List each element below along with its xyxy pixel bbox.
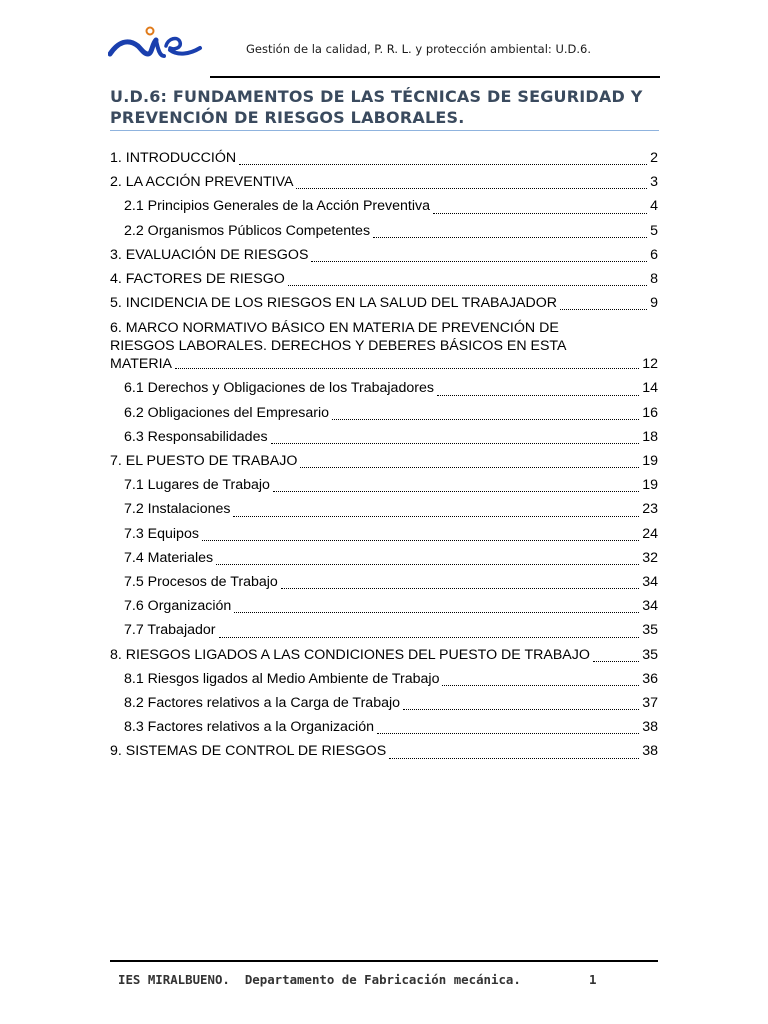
document-title [110,86,662,128]
toc-entry-label: 7.2 Instalaciones [124,501,231,518]
toc-subentry[interactable] [110,594,658,618]
header-divider [210,76,660,78]
toc-leader-dots [281,587,639,589]
toc-leader-dots [288,284,647,286]
toc-subentry[interactable] [110,618,658,642]
toc-entry-label: 8.2 Factores relativos a la Carga de Trabajo [124,695,401,712]
toc-leader-dots [389,757,639,759]
toc-leader-dots [332,418,639,420]
header-title: Gestión de la calidad, P. R. L. y protección ambiental: U.D.6. [246,42,591,56]
toc-subentry[interactable] [110,425,658,449]
institution-logo-icon [108,24,204,64]
toc-entry-page: 37 [642,695,658,712]
toc-leader-dots [377,732,639,734]
footer-divider [110,960,658,962]
toc-entry-page: 38 [642,743,658,760]
toc-leader-dots [219,636,640,638]
toc-leader-dots [202,539,639,541]
toc-entry-page: 16 [642,404,658,421]
toc-entry-label: 6.1 Derechos y Obligaciones de los Trabajadores [124,380,434,397]
toc-entry-label: 8. RIESGOS LIGADOS A LAS CONDICIONES DEL PUESTO DE TRABAJO [110,646,590,663]
toc-entry-label: 5. INCIDENCIA DE LOS RIESGOS EN LA SALUD DEL TRABAJADOR [110,295,558,312]
toc-entry-label: 2.1 Principios Generales de la Acción Preventiva [124,198,430,215]
toc-entry-label: 7.3 Equipos [124,525,199,542]
toc-entry-page: 2 [650,150,658,166]
toc-entry-label: 7.1 Lugares de Trabajo [124,477,270,494]
toc-entry-page: 8 [650,271,658,288]
toc-subentry[interactable] [110,715,658,739]
toc-leader-dots [233,515,639,517]
toc-subentry[interactable] [110,570,658,594]
toc-entry-label: 8.1 Riesgos ligados al Medio Ambiente de Trabajo [124,670,440,687]
toc-subentry[interactable] [110,194,658,218]
toc-entry[interactable] [110,170,658,194]
toc-entry-label: 6.3 Responsabilidades [124,428,268,445]
toc-entry[interactable] [110,449,658,473]
toc-entry-label: 4. FACTORES DE RIESGO [110,271,285,288]
toc-entry-page: 35 [642,646,658,663]
document-title-line-2: PREVENCIÓN DE RIESGOS LABORALES. [110,108,465,127]
toc-entry-label: 1. INTRODUCCIÓN [110,150,237,166]
toc-entry-page: 19 [642,477,658,494]
toc-entry-page: 18 [642,428,658,445]
toc-entry-label: 7.7 Trabajador [124,622,216,639]
toc-subentry[interactable] [110,473,658,497]
toc-leader-dots [273,490,639,492]
toc-entry-page: 14 [642,380,658,397]
toc-entry[interactable] [110,739,658,763]
toc-entry-page: 4 [650,198,658,215]
toc-entry-page: 23 [642,501,658,518]
toc-entry[interactable] [110,643,658,667]
toc-subentry[interactable] [110,219,658,243]
toc-entry-page: 36 [642,670,658,687]
toc-leader-dots [403,708,639,710]
toc-entry[interactable] [110,267,658,291]
toc-entry-label: 7.4 Materiales [124,549,214,566]
toc-entry-page: 34 [642,598,658,615]
toc-subentry[interactable] [110,667,658,691]
toc-entry-page: 34 [642,574,658,591]
toc-entry-label-line-3: MATERIA [110,356,173,373]
toc-entry-label-line-1: 6. MARCO NORMATIVO BÁSICO EN MATERIA DE PREVENCIÓN DE [110,320,559,337]
toc-entry-label: 7.5 Procesos de Trabajo [124,574,278,591]
toc-entry-label: 9. SISTEMAS DE CONTROL DE RIESGOS [110,743,387,760]
footer-text: IES MIRALBUENO. Departamento de Fabricación mecánica. [118,972,521,987]
toc-entry-label: 3. EVALUACIÓN DE RIESGOS [110,246,309,263]
toc-subentry[interactable] [110,401,658,425]
toc-leader-dots [296,187,647,189]
toc-subentry[interactable] [110,522,658,546]
table-of-contents [110,146,658,764]
toc-entry-page: 9 [650,295,658,312]
toc-entry-page: 32 [642,549,658,566]
toc-subentry[interactable] [110,546,658,570]
toc-leader-dots [560,308,647,310]
toc-leader-dots [239,163,647,165]
toc-leader-dots [437,394,639,396]
toc-subentry[interactable] [110,376,658,400]
toc-entry-label: 7.6 Organización [124,598,232,615]
toc-entry-label: 2.2 Organismos Públicos Competentes [124,222,371,239]
toc-entry[interactable] [110,243,658,267]
toc-leader-dots [593,660,639,662]
toc-entry-page: 5 [650,222,658,239]
toc-entry-page: 38 [642,719,658,736]
toc-leader-dots [311,260,647,262]
toc-leader-dots [433,212,647,214]
toc-subentry[interactable] [110,691,658,715]
toc-entry-page: 3 [650,174,658,191]
toc-leader-dots [216,563,639,565]
toc-entry[interactable] [110,291,658,315]
toc-entry-page: 6 [650,246,658,263]
toc-leader-dots [373,236,647,238]
toc-entry-page: 24 [642,525,658,542]
toc-entry-label: 6.2 Obligaciones del Empresario [124,404,330,421]
toc-entry-page: 35 [642,622,658,639]
toc-subentry[interactable] [110,497,658,521]
toc-entry-page: 12 [642,356,658,373]
toc-entry-label-line-2: RIESGOS LABORALES. DERECHOS Y DEBERES BÁSICOS EN ESTA [110,338,567,355]
toc-leader-dots [175,367,639,369]
document-title-line-1: U.D.6: FUNDAMENTOS DE LAS TÉCNICAS DE SEGURIDAD Y [110,87,643,106]
toc-entry-page: 19 [642,453,658,470]
toc-entry-label: 8.3 Factores relativos a la Organización [124,719,374,736]
toc-leader-dots [300,466,639,468]
toc-leader-dots [271,442,640,444]
footer-page-number: 1 [589,972,597,987]
toc-entry[interactable] [110,315,658,373]
toc-entry[interactable] [110,146,658,170]
toc-leader-dots [442,684,639,686]
title-divider [110,130,659,131]
toc-entry-label: 2. LA ACCIÓN PREVENTIVA [110,174,294,191]
toc-leader-dots [234,611,639,613]
toc-entry-label: 7. EL PUESTO DE TRABAJO [110,453,298,470]
